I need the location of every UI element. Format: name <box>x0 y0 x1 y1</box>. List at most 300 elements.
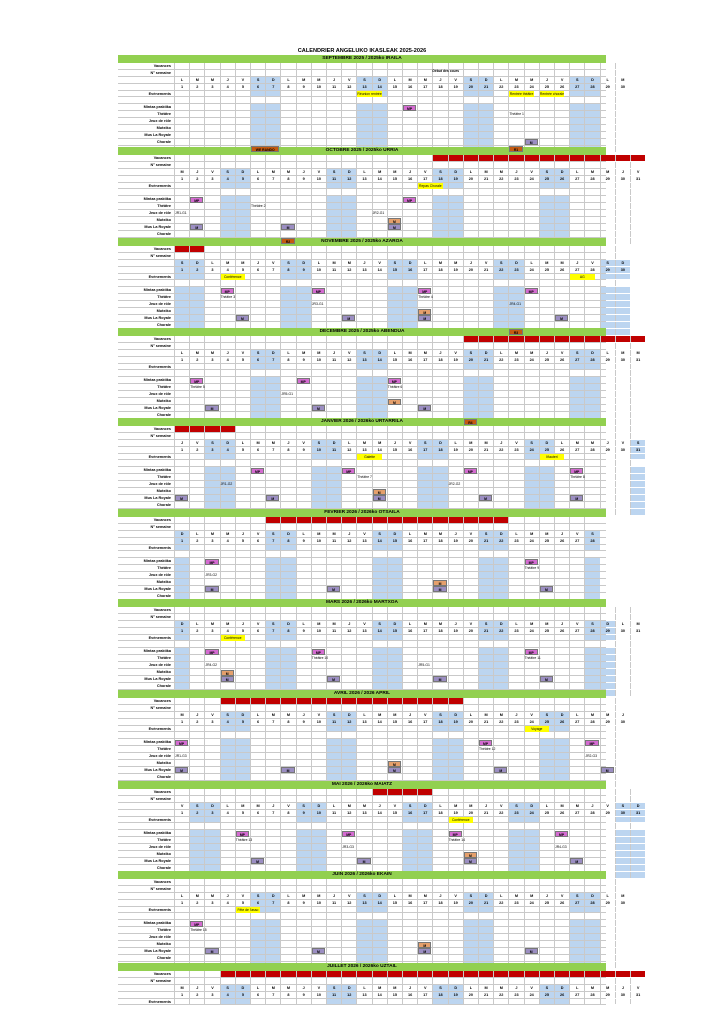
day-cell <box>569 287 584 293</box>
day-cell <box>235 865 250 871</box>
day-cell: M <box>265 712 280 718</box>
row-numbers <box>118 84 625 91</box>
day-cell <box>265 231 280 237</box>
day-cell <box>204 231 219 237</box>
day-cell <box>554 641 569 647</box>
day-cell: M <box>554 260 569 266</box>
day-cell <box>478 698 493 704</box>
day-cell <box>280 524 295 530</box>
day-cell <box>508 474 523 480</box>
day-cell <box>204 91 219 97</box>
day-cell <box>265 370 280 376</box>
day-cell <box>432 343 447 349</box>
day-cell <box>204 698 219 704</box>
day-cell <box>265 460 280 466</box>
day-cell <box>296 858 311 864</box>
day-cell <box>356 97 371 103</box>
day-cell <box>204 823 219 829</box>
day-cell <box>189 858 204 864</box>
day-cell <box>508 934 523 940</box>
day-cell <box>417 851 432 857</box>
day-cell <box>280 732 295 738</box>
day-cell <box>265 155 280 161</box>
day-cell <box>463 308 478 314</box>
day-cell <box>174 726 189 732</box>
day-cell <box>204 384 219 390</box>
day-cell: 28 <box>584 992 599 998</box>
day-cell <box>630 398 645 404</box>
day-cell <box>448 364 463 370</box>
day-cell <box>508 481 523 487</box>
day-cell <box>539 370 554 376</box>
document-title: CALENDRIER ANGELUKO IKASLEAK 2025-2026 <box>297 48 427 54</box>
day-cell <box>448 196 463 202</box>
row-numbers <box>118 267 625 274</box>
day-cell <box>584 641 599 647</box>
day-cell <box>372 524 387 530</box>
day-cell <box>387 920 402 926</box>
day-cell <box>615 648 630 654</box>
day-cell <box>539 662 554 668</box>
day-cell <box>174 524 189 530</box>
day-cell <box>417 955 432 961</box>
day-cell: V <box>569 531 584 537</box>
day-cell <box>448 607 463 613</box>
day-cell: 30 <box>615 719 630 725</box>
day-cell <box>341 405 356 411</box>
day-cell <box>524 125 539 131</box>
day-cell <box>174 844 189 850</box>
day-cell: 8 <box>280 176 295 182</box>
mintza-praktika-pill: MP <box>525 649 538 655</box>
day-cell <box>448 844 463 850</box>
day-cell: 8 <box>280 357 295 363</box>
mus-pill: M <box>479 495 492 501</box>
day-cell <box>478 641 493 647</box>
day-cell: 27 <box>569 810 584 816</box>
day-cell <box>463 322 478 328</box>
day-cell <box>600 934 615 940</box>
row-label: Jeux de rôle <box>148 119 171 124</box>
day-cell <box>280 999 295 1005</box>
day-cell <box>311 865 326 871</box>
day-cell <box>250 698 265 704</box>
day-cell <box>417 364 432 370</box>
day-cell: 2 <box>189 357 204 363</box>
day-cell: M <box>584 169 599 175</box>
row-label: Evènements <box>148 183 171 188</box>
day-cell <box>539 210 554 216</box>
day-cell <box>341 70 356 76</box>
day-cell: 4 <box>220 719 235 725</box>
row-label: Mintza praktika <box>143 105 171 110</box>
annotation-text: JR2-G3 <box>585 754 598 759</box>
day-cell <box>600 315 615 321</box>
day-cell <box>250 111 265 117</box>
day-cell <box>189 217 204 223</box>
day-cell <box>463 231 478 237</box>
row-label: Vacances <box>153 64 171 68</box>
day-cell <box>463 460 478 466</box>
day-cell <box>265 189 280 195</box>
mintza-praktika-pill: MP <box>205 559 218 565</box>
day-cell <box>432 948 447 954</box>
day-cell: 15 <box>387 84 402 90</box>
day-cell <box>432 698 447 704</box>
day-cell <box>280 517 295 523</box>
day-cell <box>432 593 447 599</box>
day-cell <box>326 224 341 230</box>
day-cell <box>387 70 402 76</box>
day-cell <box>341 502 356 508</box>
day-cell <box>280 858 295 864</box>
day-cell <box>417 217 432 223</box>
day-cell <box>584 322 599 328</box>
day-cell <box>189 746 204 752</box>
day-cell <box>448 91 463 97</box>
day-cell <box>220 210 235 216</box>
day-cell <box>326 823 341 829</box>
day-cell <box>508 774 523 780</box>
day-cell <box>356 676 371 682</box>
day-cell <box>432 858 447 864</box>
day-cell: 27 <box>569 357 584 363</box>
day-cell <box>356 830 371 836</box>
day-cell <box>356 705 371 711</box>
day-cell: 22 <box>493 84 508 90</box>
day-cell <box>220 865 235 871</box>
day-cell <box>280 879 295 885</box>
day-cell <box>630 823 645 829</box>
day-cell <box>432 920 447 926</box>
day-cell <box>493 565 508 571</box>
day-cell: 5 <box>235 900 250 906</box>
day-cell <box>432 572 447 578</box>
day-cell <box>569 336 584 342</box>
day-cell <box>630 364 645 370</box>
day-cell <box>493 405 508 411</box>
day-cell <box>356 551 371 557</box>
day-cell <box>524 978 539 984</box>
day-cell <box>280 593 295 599</box>
day-cell <box>539 104 554 110</box>
day-cell <box>280 118 295 124</box>
day-cell <box>356 405 371 411</box>
day-cell <box>235 70 250 76</box>
row-numbers <box>118 992 641 999</box>
row-label: Vacances <box>153 518 171 522</box>
day-cell <box>387 593 402 599</box>
mintza-praktika-pill: MP <box>205 649 218 655</box>
day-cell <box>341 683 356 689</box>
day-cell <box>296 865 311 871</box>
day-cell: S <box>326 985 341 991</box>
day-cell <box>493 488 508 494</box>
mus-pill: M <box>312 948 325 954</box>
day-cell <box>387 886 402 892</box>
day-cell <box>341 294 356 300</box>
row-musroyale <box>118 586 606 593</box>
day-cell: M <box>372 985 387 991</box>
day-cell <box>554 224 569 230</box>
day-cell <box>356 669 371 675</box>
day-cell <box>356 343 371 349</box>
day-cell <box>630 419 645 425</box>
day-cell <box>417 913 432 919</box>
day-cell <box>493 364 508 370</box>
day-cell <box>326 648 341 654</box>
day-cell <box>174 851 189 857</box>
day-cell: D <box>448 985 463 991</box>
day-cell <box>584 586 599 592</box>
day-cell: 2 <box>189 628 204 634</box>
row-label: Mus La Royale <box>144 767 171 772</box>
day-cell <box>402 125 417 131</box>
day-cell <box>311 97 326 103</box>
day-cell <box>448 920 463 926</box>
day-cell <box>311 760 326 766</box>
mintza-praktika-pill: MP <box>175 740 188 746</box>
day-cell <box>235 517 250 523</box>
day-cell <box>326 253 341 259</box>
day-cell <box>372 125 387 131</box>
annotation-text: Théâtre 10 <box>311 656 329 661</box>
day-cell <box>463 669 478 675</box>
day-cell <box>493 726 508 732</box>
day-cell <box>569 796 584 802</box>
day-cell <box>630 155 645 161</box>
day-cell <box>189 545 204 551</box>
day-cell: 25 <box>539 628 554 634</box>
day-cell: 27 <box>569 900 584 906</box>
day-cell: 10 <box>311 176 326 182</box>
day-cell <box>508 683 523 689</box>
day-cell <box>417 91 432 97</box>
day-cell <box>280 253 295 259</box>
day-cell <box>508 294 523 300</box>
day-cell <box>554 886 569 892</box>
day-cell <box>493 558 508 564</box>
day-cell <box>296 844 311 850</box>
day-cell <box>387 934 402 940</box>
day-cell <box>204 517 219 523</box>
day-cell <box>341 746 356 752</box>
day-cell <box>493 391 508 397</box>
day-cell <box>569 183 584 189</box>
day-cell <box>493 830 508 836</box>
day-cell <box>402 274 417 280</box>
day-cell: S <box>250 893 265 899</box>
day-cell <box>402 726 417 732</box>
day-cell: 29 <box>600 267 615 273</box>
day-cell <box>356 879 371 885</box>
day-cell <box>417 698 432 704</box>
day-cell <box>569 648 584 654</box>
day-cell <box>220 467 235 473</box>
day-cell <box>539 253 554 259</box>
mintza-praktika-pill: MP <box>297 378 310 384</box>
day-cell <box>448 753 463 759</box>
day-cell <box>326 907 341 913</box>
event-pill: Conférence <box>221 274 245 280</box>
day-cell <box>463 343 478 349</box>
day-cell <box>600 655 615 661</box>
day-cell <box>296 139 311 145</box>
day-cell: 22 <box>493 992 508 998</box>
day-cell <box>250 760 265 766</box>
day-cell <box>189 789 204 795</box>
day-cell <box>296 760 311 766</box>
day-cell <box>387 210 402 216</box>
day-cell <box>508 517 523 523</box>
day-cell <box>204 683 219 689</box>
day-cell <box>615 294 630 300</box>
day-cell <box>448 774 463 780</box>
day-cell <box>311 280 326 286</box>
day-cell: J <box>402 712 417 718</box>
day-cell <box>250 705 265 711</box>
day-cell <box>296 253 311 259</box>
day-cell: 28 <box>584 357 599 363</box>
day-cell <box>311 343 326 349</box>
day-cell <box>174 183 189 189</box>
day-cell <box>478 474 493 480</box>
day-cell <box>372 746 387 752</box>
day-cell <box>265 683 280 689</box>
day-cell <box>463 97 478 103</box>
day-cell <box>508 865 523 871</box>
day-cell <box>220 315 235 321</box>
day-cell: 16 <box>402 176 417 182</box>
day-cell <box>265 955 280 961</box>
day-cell <box>508 726 523 732</box>
month-title: DECEMBRE 2025 / 2025ko ABENDUA <box>118 328 606 336</box>
day-cell <box>296 913 311 919</box>
day-cell <box>220 370 235 376</box>
day-cell: M <box>311 531 326 537</box>
day-cell: 17 <box>417 810 432 816</box>
day-cell <box>554 934 569 940</box>
day-cell: 16 <box>402 538 417 544</box>
day-cell <box>387 97 402 103</box>
day-cell <box>174 370 189 376</box>
day-cell: 5 <box>235 810 250 816</box>
day-cell <box>554 210 569 216</box>
day-cell <box>615 467 630 473</box>
day-cell: 4 <box>220 447 235 453</box>
day-cell <box>432 322 447 328</box>
day-cell <box>524 474 539 480</box>
day-cell: M <box>326 621 341 627</box>
mus-pill: M <box>175 495 188 501</box>
row-jeux <box>118 753 606 760</box>
day-cell <box>600 865 615 871</box>
day-cell <box>296 698 311 704</box>
day-cell <box>356 823 371 829</box>
day-cell <box>402 746 417 752</box>
day-cell <box>478 412 493 418</box>
day-cell <box>265 315 280 321</box>
day-cell <box>265 565 280 571</box>
day-cell <box>280 488 295 494</box>
day-cell <box>524 865 539 871</box>
day-cell <box>326 246 341 252</box>
day-cell <box>539 426 554 432</box>
day-cell <box>463 91 478 97</box>
day-cell <box>539 336 554 342</box>
day-cell <box>584 517 599 523</box>
day-cell <box>220 823 235 829</box>
day-cell <box>280 231 295 237</box>
day-cell <box>448 467 463 473</box>
row-jeux <box>118 662 606 669</box>
day-cell <box>417 886 432 892</box>
row-mintza <box>118 287 606 294</box>
day-cell <box>204 837 219 843</box>
day-cell: 10 <box>311 84 326 90</box>
day-cell <box>600 224 615 230</box>
day-cell <box>417 111 432 117</box>
day-cell <box>524 118 539 124</box>
day-cell <box>372 572 387 578</box>
day-cell <box>326 308 341 314</box>
day-cell <box>296 224 311 230</box>
month-block <box>118 963 641 1005</box>
day-cell <box>569 732 584 738</box>
day-cell <box>372 426 387 432</box>
day-cell: 14 <box>372 900 387 906</box>
day-cell <box>372 301 387 307</box>
day-cell <box>296 920 311 926</box>
row-semaine <box>118 162 606 169</box>
day-cell <box>296 955 311 961</box>
day-cell <box>296 336 311 342</box>
day-cell <box>569 851 584 857</box>
day-cell <box>189 322 204 328</box>
event-pill: Conférence <box>221 635 245 641</box>
day-cell <box>448 635 463 641</box>
day-cell <box>265 545 280 551</box>
day-cell <box>387 343 402 349</box>
day-cell: 19 <box>448 992 463 998</box>
day-cell <box>554 907 569 913</box>
day-cell <box>600 183 615 189</box>
day-cell <box>235 823 250 829</box>
day-cell: M <box>554 803 569 809</box>
day-cell <box>448 823 463 829</box>
day-cell <box>204 481 219 487</box>
day-cell: V <box>372 260 387 266</box>
day-cell <box>265 558 280 564</box>
day-cell <box>508 565 523 571</box>
day-cell: 18 <box>432 538 447 544</box>
day-cell <box>341 641 356 647</box>
day-cell <box>508 217 523 223</box>
day-cell <box>220 941 235 947</box>
day-cell <box>448 789 463 795</box>
day-cell <box>539 460 554 466</box>
day-cell <box>235 91 250 97</box>
day-cell <box>448 851 463 857</box>
day-cell <box>508 920 523 926</box>
day-cell <box>569 111 584 117</box>
day-cell: L <box>508 621 523 627</box>
day-cell <box>387 294 402 300</box>
day-cell <box>174 384 189 390</box>
day-cell <box>311 907 326 913</box>
day-cell <box>493 669 508 675</box>
day-cell <box>615 139 630 145</box>
